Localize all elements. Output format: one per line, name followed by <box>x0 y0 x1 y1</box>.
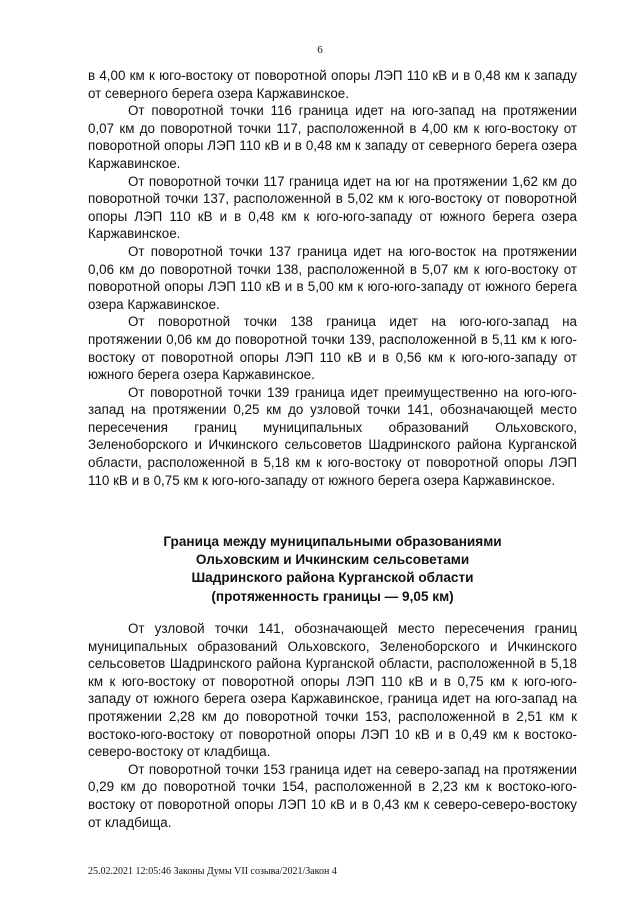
page-number: 6 <box>317 44 323 56</box>
paragraph: От поворотной точки 138 граница идет на юго-юго-запад на протяжении 0,06 км до поворотной точки 139, расположенной в 5,11 км к юго-востоку от поворотной опоры ЛЭП 110 кВ и в 0,56 км к юго-юго-западу от южного берега озера Каржавинское. <box>88 314 577 383</box>
paragraph: От поворотной точки 116 граница идет на юго-запад на протяжении 0,07 км до поворотной точки 117, расположенной в 4,00 км к юго-востоку от поворотной опоры ЛЭП 110 кВ и в 0,48 км к западу от северного берега озера Каржавинское. <box>88 103 577 171</box>
paragraph: От узловой точки 141, обозначающей место пересечения границ муниципальных образований Ольховского, Зеленоборского и Ичкинского сельсоветов Шадринского района Курганской области, расположенной в 5,18 км к юго-востоку от поворотной опоры ЛЭП 110 кВ и в 0,75 км к юго-юго-западу от южного берега озера Каржавинское, граница идет на юго-запад на протяжении 2,28 км до поворотной точки 153, расположенной в 2,51 км к востоко-юго-востоку от поворотной опоры ЛЭП 10 кВ и в 0,49 км к востоко-северо-востоку от кладбища. <box>88 621 577 760</box>
document-footer: 25.02.2021 12:05:46 Законы Думы VII созыва/2021/Закон 4 <box>88 866 337 877</box>
paragraph: От поворотной точки 153 граница идет на северо-запад на протяжении 0,29 км до поворотной точки 154, расположенной в 2,23 км к востоко-юго-востоку от поворотной опоры ЛЭП 10 кВ и в 0,43 км к северо-северо-востоку от кладбища. <box>88 761 577 830</box>
heading-line: Граница между муниципальными образованиями <box>163 534 502 549</box>
heading-line: Шадринского района Курганской области <box>191 570 474 586</box>
text-block-continuation <box>88 67 577 489</box>
paragraph: От поворотной точки 137 граница идет на юго-восток на протяжении 0,06 км до поворотной точки 138, расположенной в 5,07 км к юго-востоку от поворотной опоры ЛЭП 110 кВ и в 5,00 км к юго-юго-западу от южного берега озера Каржавинское. <box>88 243 577 312</box>
paragraph: в 4,00 км к юго-востоку от поворотной опоры ЛЭП 110 кВ и в 0,48 км к западу от северного берега озера Каржавинское. <box>88 68 577 101</box>
heading-line: Ольховским и Ичкинским сельсоветами <box>195 552 470 568</box>
text-block-section <box>88 620 577 831</box>
heading-line: (протяженность границы — 9,05 км) <box>211 588 454 604</box>
section-heading <box>88 533 577 606</box>
paragraph: От поворотной точки 139 граница идет преимущественно на юго-юго-запад на протяжении 0,25 км до узловой точки 141, обозначающей место пересечения границ муниципальных образований Ольховского, Зеленоборского и Ичкинского сельсоветов Шадринского района Курганской области, расположенной в 5,18 км к юго-востоку от поворотной опоры ЛЭП 110 кВ и в 0,75 км к юго-юго-западу от южного берега озера Каржавинское. <box>88 384 577 488</box>
paragraph: От поворотной точки 117 граница идет на юг на протяжении 1,62 км до поворотной точки 137, расположенной в 5,02 км к юго-востоку от поворотной опоры ЛЭП 110 кВ и в 0,48 км к юго-юго-западу от южного берега озера Каржавинское. <box>88 173 577 242</box>
